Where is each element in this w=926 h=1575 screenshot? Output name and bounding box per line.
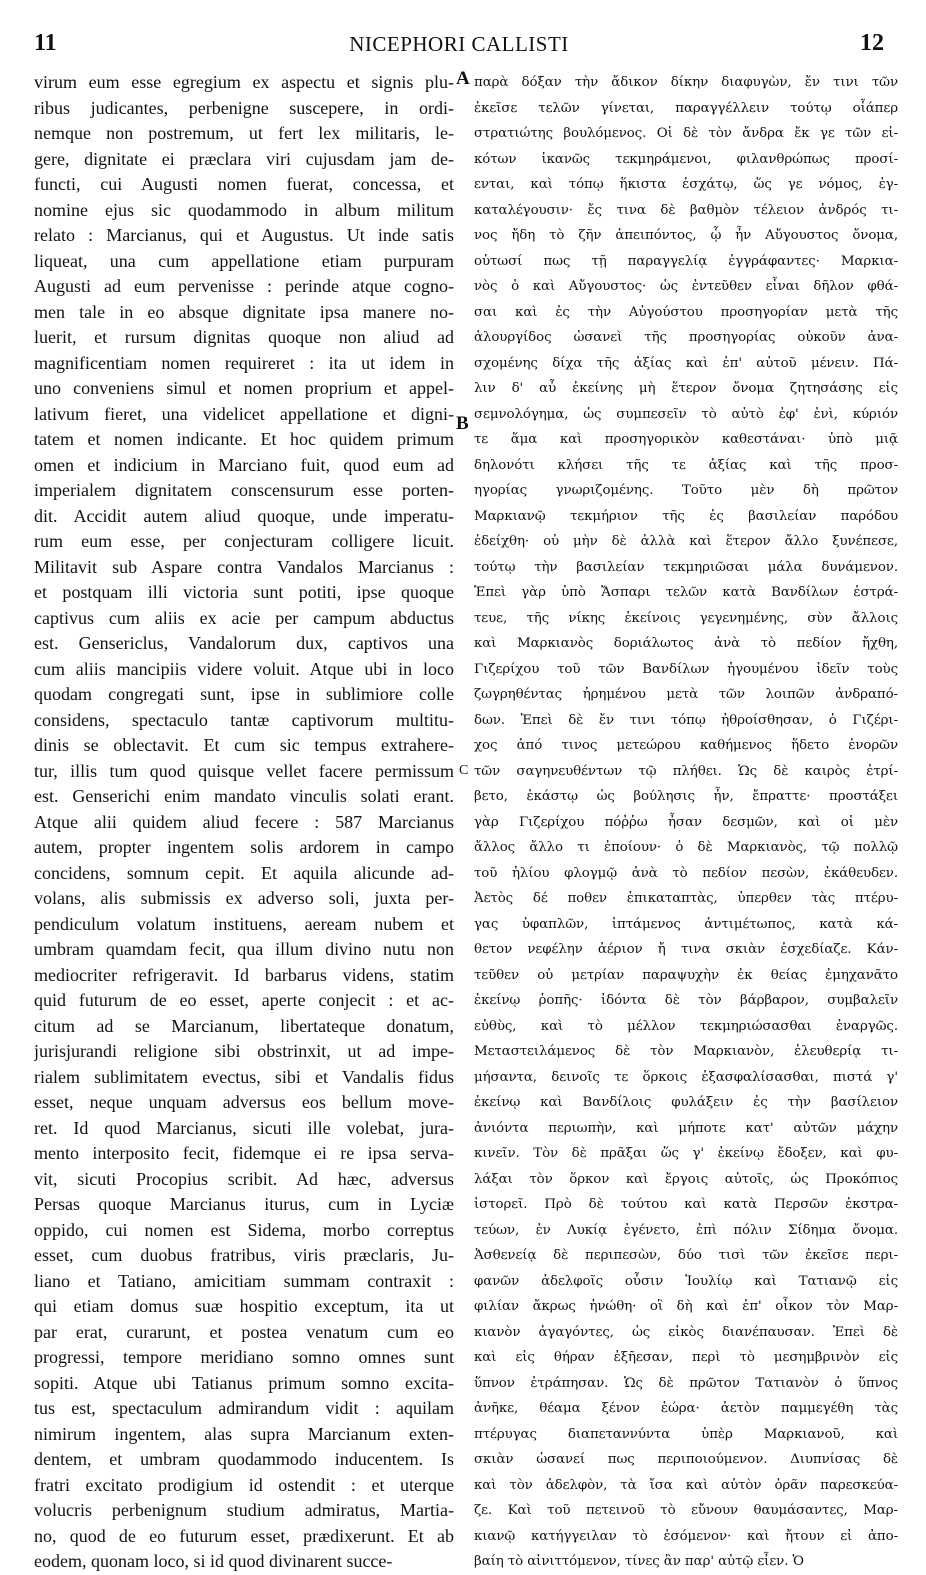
latin-text-line: citum ad se Marcianum, libertateque donatum,: [34, 1015, 454, 1036]
latin-text-line: rialem sublimitatem evectus, sibi et Vandalis fidus: [34, 1066, 454, 1087]
latin-text-line: uno conveniens simul et nomen proprium et appel-: [34, 378, 454, 398]
running-head: [34, 30, 884, 62]
latin-text-line: tatem et nomen indicante. Et hoc quidem primum: [34, 429, 454, 449]
latin-text-line: nemque non postremum, ut fert lex militaris, le-: [34, 123, 454, 143]
latin-text-line: oppido, cui nomen est Sidema, morbo correptus: [34, 1219, 454, 1240]
latin-text-line: nimirum ingentem, alas supra Marcianum exten-: [34, 1423, 454, 1444]
greek-text-line: νὸς ὁ καὶ Αὔγουστος· ὡς ἐντεῦθεν εἶναι δῆλον φθά-: [474, 279, 898, 294]
greek-text-line: σχομένης δίχα τῆς ἀξίας καὶ ἐπ' αὐτοῦ μένειν. Πά-: [474, 355, 898, 371]
latin-text-line: dentem, et umbram quodammodo inducentem. Is: [34, 1449, 454, 1469]
greek-text-line: χος ἀπό τινος μετεώρου καθήμενος ἥδετο ἐνορῶν: [474, 738, 898, 753]
latin-text-line: Augusti ad eum pervenisse : perinde atque cogno-: [34, 276, 454, 296]
greek-text-line: βαίη τὸ αἰνιττόμενον, τίνες ἂν παρ' αὐτῷ εἶεν. Ὁ: [474, 1554, 804, 1569]
section-marker-a: A: [456, 68, 470, 89]
greek-text-line: πτέρυγας διαπεταννύντα ὑπὲρ Μαρκιανοῦ, καὶ: [474, 1426, 898, 1442]
greek-text-line: καταλέγουσιν· ἔς τινα δὲ βαθμὸν τέλειον ἀνδρός τι-: [474, 202, 898, 218]
latin-text-line: pendiculum volatum instituens, aeream nubem et: [34, 913, 454, 934]
latin-text-line: mediocriter refrigeravit. Id barbarus videns, statim: [34, 964, 454, 985]
greek-text-line: σαι καὶ ἐς τὴν Αὐγούστου προσηγορίαν μετὰ τῆς: [474, 304, 898, 320]
latin-text-line: luerit, et rursum dignitas quoque non aliud ad: [34, 327, 454, 347]
latin-text-line: eodem, quonam loco, si id quod divinarent succe-: [34, 1551, 393, 1571]
greek-text-column: [474, 70, 898, 1575]
running-title: NICEPHORI CALLISTI: [349, 32, 569, 56]
latin-text-line: jurisjurandi religione sibi obstrinxit, ut ad impe-: [34, 1041, 454, 1061]
latin-text-line: liano et Tatiano, amicitiam summam contraxit :: [34, 1270, 454, 1291]
greek-text-line: ἐκείνῳ καὶ Βανδίλοις φυλάξειν ἐς τὴν βασίλειον: [474, 1095, 898, 1110]
greek-text-line: τοῦ ἡλίου φλογμῷ ἀνὰ τὸ πεδίον πεσὼν, ἐκάθευδεν.: [474, 865, 898, 881]
greek-text-line: Μεταστειλάμενος δὲ τὸν Μαρκιανὸν, ἐλευθερίᾳ τι-: [474, 1044, 898, 1059]
latin-text-line: quodam congregati sunt, ipse in sublimiore colle: [34, 684, 454, 704]
latin-text-line: sopiti. Atque ubi Tatianus primum somno excita-: [34, 1372, 454, 1393]
latin-text-line: Atque alii quidem aliud fecere : 587 Marcianus: [34, 811, 454, 832]
greek-text-line: σκιὰν ὡσανεί πως περιποιούμενον. Διυπνίσας δὲ: [474, 1452, 898, 1467]
greek-text-line: δηλονότι κλήσει τῆς τε ἀξίας καὶ τῆς προσ-: [474, 457, 898, 473]
latin-text-line: cum aliis mancipiis videre voluit. Atque ubi in loco: [34, 658, 454, 679]
latin-text-line: men tale in eo absque dignitate ipsa manere no-: [34, 301, 454, 322]
latin-text-line: volucris perbenignum studium admiratus, Martia-: [34, 1500, 454, 1520]
greek-text-line: Ἀσθενείᾳ δὲ περιπεσὼν, δύο τισὶ τῶν ἐκεῖσε περι-: [474, 1248, 898, 1263]
greek-text-line: ενται, καὶ τόπῳ ἥκιστα ἐσχάτῳ, ὥς γε νόμος, ἐγ-: [474, 177, 898, 192]
greek-text-line: γας ὑφαπλῶν, ἱπτάμενος ἀντιμέτωπος, κατὰ κά-: [474, 916, 898, 932]
greek-text-line: ἐκείνῳ ῥοπῆς· ἰδόντα δὲ τὸν βάρβαρον, συμβαλεῖν: [474, 993, 898, 1008]
greek-text-line: καὶ εἰς θήραν ἐξῆεσαν, περὶ τὸ μεσημβρινὸν εἰς: [474, 1350, 898, 1365]
latin-text-line: Persas quoque Marcianus iturus, cum in Lyciæ: [34, 1194, 454, 1214]
greek-text-line: κιανῷ κατήγγειλαν τὸ ἐσόμενον· καὶ ἤτουν εἰ ἀπο-: [474, 1528, 898, 1544]
latin-text-line: est. Genserichi enim mandato vinculis solati erant.: [34, 786, 454, 806]
latin-text-line: quid futurum de eo esset, aperte conjecit : et ac-: [34, 990, 454, 1010]
greek-text-line: κιανὸν ἀγαγόντες, ὡς εἰκὸς διανέπαυσαν. Ἐπεὶ δὲ: [474, 1324, 898, 1340]
greek-text-line: Ἐπεὶ γὰρ ὑπὸ Ἄσπαρι τελῶν κατὰ Βανδίλων ἐστρά-: [474, 585, 898, 600]
greek-text-line: ἐκεῖσε τελῶν γίνεται, παραγγέλλειν τούτῳ οἷάπερ: [474, 100, 898, 116]
greek-text-line: ἄλλος ἄλλο τι ἐποίουν· ὁ δὲ Μαρκιανὸς, τῷ πολλῷ: [474, 840, 898, 855]
latin-text-line: dinis se oblectavit. Et cum sic tempus extrahere-: [34, 735, 454, 755]
greek-text-line: τῶν σαγηνευθέντων τῷ πλήθει. Ὡς δὲ καιρὸς ἐτρί-: [474, 763, 898, 779]
latin-text-line: progressi, tempore meridiano somno omnes sunt: [34, 1347, 454, 1367]
greek-text-line: παρὰ δόξαν τὴν ἄδικον δίκην διαφυγὼν, ἔν τινι τῶν: [474, 75, 898, 90]
greek-text-line: στρατιώτης βουλόμενος. Οἱ δὲ τὸν ἄνδρα ἔκ γε τῶν εἰ-: [474, 126, 898, 141]
latin-text-line: omen et indicium in Marciano fuit, quod eum ad: [34, 454, 454, 475]
latin-text-line: virum eum esse egregium ex aspectu et signis plu-: [34, 72, 454, 92]
greek-text-line: λιν δ' αὖ ἐκείνης μὴ ἕτερον ὄνομα ζητησάσης εἰς: [474, 381, 898, 396]
greek-text-line: Μαρκιανῷ τεκμήριον τῆς ἐς βασιλείαν παρόδου: [474, 508, 898, 524]
greek-text-line: δων. Ἐπεὶ δὲ ἔν τινι τόπῳ ἠθροίσθησαν, ὁ Γιζέρι-: [474, 712, 898, 728]
latin-text-line: est. Gensericlus, Vandalorum dux, captivos una: [34, 633, 454, 653]
latin-text-line: esset, neque unquam adversus eos bellum move-: [34, 1092, 454, 1112]
latin-text-line: functi, cui Augusti nomen fuerat, concessa, et: [34, 174, 454, 194]
latin-text-line: par erat, curarunt, et postea venatum cum eo: [34, 1321, 454, 1342]
greek-text-line: τεύων, ἐν Λυκίᾳ ἐγένετο, ἐπὶ πόλιν Σίδημα ὄνομα.: [474, 1222, 898, 1238]
latin-text-line: imperialem dignitatem conscensurum esse porten-: [34, 480, 454, 500]
greek-text-line: ἐδείχθη· οὐ μὴν δὲ ἀλλὰ καὶ ἕτερον ἄλλο ξυνέπεσε,: [474, 534, 898, 549]
greek-text-line: νος ἤδη τὸ ζῆν ἀπειπόντος, ᾧ ἦν Αὔγουστος ὄνομα,: [474, 228, 898, 243]
greek-text-line: τευε, τῆς νίκης ἐκείνοις γεγενημένης, σὺν ἄλλοις: [474, 610, 898, 626]
latin-text-line: no, quod de eo futurum esset, prædixerunt. Et ab: [34, 1525, 454, 1546]
greek-text-line: ὕπνον ἐτράπησαν. Ὡς δὲ πρῶτον Τατιανὸν ὁ ὕπνος: [474, 1375, 898, 1391]
latin-text-line: tus est, spectaculum admirandum vidit : aquilam: [34, 1398, 454, 1418]
latin-text-line: nomine ejus sic quodammodo in album militum: [34, 199, 454, 220]
greek-text-line: βετο, ἑκάστῳ ὡς βούλησις ἦν, ἔπραττε· προστάξει: [474, 789, 898, 804]
latin-text-line: magnificentiam nomen requireret : ita ut idem in: [34, 352, 454, 373]
greek-text-line: οὑτωσί πως τῇ παραγγελίᾳ ἐγγράφαντες· Μαρκια-: [474, 253, 898, 269]
section-marker-b: B: [456, 413, 469, 434]
latin-text-line: esset, cum duobus fratribus, viris præclaris, Ju-: [34, 1245, 454, 1265]
latin-text-line: fratri excitato prodigium id ostendit : et uterque: [34, 1474, 454, 1495]
section-marker-c: C: [459, 763, 469, 778]
greek-text-line: ζε. Καὶ τοῦ πετεινοῦ τὸ εὔνουν θαυμάσαντες, Μαρ-: [474, 1503, 898, 1518]
greek-text-line: φανῶν ἀδελφοῖς οὖσιν Ἰουλίῳ καὶ Τατιανῷ εἰς: [474, 1273, 898, 1289]
greek-text-line: μήσαντα, δεινοῖς τε ὅρκοις ἐξασφαλίσασθαι, πιστά γ': [474, 1069, 898, 1085]
latin-text-line: mento interposito fecit, fidemque ei re ipsa serva-: [34, 1143, 454, 1163]
greek-text-line: κινεῖν. Τὸν δὲ πρᾶξαι ὥς γ' ἐκείνῳ ἔδοξεν, καὶ φυ-: [474, 1146, 898, 1161]
latin-text-line: dit. Accidit autem aliud quoque, unde imperatu-: [34, 505, 454, 526]
greek-text-line: Ἀετὸς δέ ποθεν ἐπικαταπτὰς, ὑπερθεν τὰς πτέρυ-: [474, 891, 898, 906]
greek-text-line: τε ἅμα καὶ προσηγορικὸν καθεστάναι· ὑπὸ μιᾷ: [474, 432, 898, 447]
greek-text-line: φιλίαν ἄκρως ἡνώθη· οἳ δὴ καὶ ἐπ' οἶκον τὸν Μαρ-: [474, 1299, 898, 1314]
greek-text-line: ἱστορεῖ. Πρὸ δὲ τούτου καὶ κατὰ Περσῶν ἐκστρα-: [474, 1197, 898, 1212]
latin-text-line: considens, spectaculo tantæ captivorum multitu-: [34, 709, 454, 730]
greek-text-line: θετον νεφέλην ἀέριον ἤ τινα σκιὰν ἐσχεδίαζε. Κάν-: [474, 942, 898, 957]
latin-text-line: et postquam illi victoria sunt potiti, ipse quoque: [34, 582, 454, 602]
greek-text-line: ἀνῆκε, θέαμα ξένον ἑώρα· ἀετὸν παμμεγέθη τὰς: [474, 1401, 898, 1416]
latin-text-line: vit, sicuti Procopius scribit. Ad hæc, adversus: [34, 1168, 454, 1189]
latin-text-line: rum eum esse, per conjecturam colligere licuit.: [34, 531, 454, 551]
latin-text-line: Militavit sub Aspare contra Vandalos Marcianus :: [34, 556, 454, 577]
latin-text-column: [34, 70, 454, 1575]
latin-text-line: concidens, somnum cepit. Et aquila alicunde ad-: [34, 862, 454, 883]
greek-text-line: ζωγρηθέντας ἠρημένου μετὰ τῶν λοιπῶν ἀνδραπό-: [474, 687, 898, 702]
latin-text-line: gere, dignitate ei præclara viri cujusdam jam de-: [34, 148, 454, 169]
latin-text-line: ret. Id quod Marcianus, sicuti ille volebat, jura-: [34, 1117, 454, 1138]
latin-text-line: autem, propter ingentem solis ardorem in campo: [34, 837, 454, 857]
latin-text-line: liqueat, una cum appellatione etiam purpuram: [34, 250, 454, 271]
greek-text-line: τεῦθεν οὐ μετρίαν παραψυχὴν ἐκ θείας ἐμηχανᾶτο: [474, 967, 898, 983]
greek-text-line: καὶ τὸν ἀδελφὸν, τὰ ἴσα καὶ αὐτὸν ὁρᾶν παρεσκεύα-: [474, 1477, 898, 1493]
latin-text-line: volans, alis submissis ex adverso soli, juxta per-: [34, 888, 454, 908]
latin-text-line: ribus judicantes, perbenigne suscepere, in ordi-: [34, 97, 454, 118]
greek-text-line: γὰρ Γιζερίχου πόῤῥω ἦσαν δεσμῶν, καὶ οἱ μὲν: [474, 814, 898, 830]
greek-text-line: ηγορίας γνωριζομένης. Τοῦτο μὲν δὴ πρῶτον: [474, 483, 898, 498]
page-number-left: 11: [34, 30, 57, 56]
greek-text-line: Γιζερίχου τοῦ τῶν Βανδίλων ἡγουμένου ἰδεῖν τοὺς: [474, 661, 898, 677]
greek-text-line: καὶ Μαρκιανὸς δοριάλωτος ἀνὰ τὸ πεδίον ἤχθη,: [474, 636, 898, 651]
latin-text-line: qui etiam domus suæ hospitio exceptum, ita ut: [34, 1296, 454, 1316]
greek-text-line: σεμνολόγημα, ὡς συμπεσεῖν τὸ αὐτὸ ἐφ' ἑνὶ, κύριόν: [474, 406, 898, 422]
latin-text-line: lativum fieret, una videlicet appellatione et digni-: [34, 403, 454, 424]
page-number-right: 12: [860, 30, 884, 56]
greek-text-line: ἁλουργίδος ὡσανεὶ τῆς προσηγορίας οὐκοῦν ἀνα-: [474, 330, 898, 345]
latin-text-line: umbram quamdam fecit, qua illum divino nutu non: [34, 939, 454, 959]
greek-text-line: τούτῳ τὴν βασιλείαν τεκμηριῶσαι μάλα δυνάμενον.: [474, 559, 898, 575]
greek-text-line: ἀνιόντα περιωπὴν, καὶ μήποτε κατ' αὐτῶν μάχην: [474, 1120, 898, 1136]
greek-text-line: κότων ἱκανῶς τεκμηράμενοι, φιλανθρώπως προσί-: [474, 151, 898, 167]
latin-text-line: relato : Marcianus, qui et Augustus. Ut inde satis: [34, 225, 454, 245]
latin-text-line: tur, illis tum quod quisque vellet facere permissum: [34, 760, 454, 781]
latin-text-line: captivus cum aliis ex acie per campum abductus: [34, 607, 454, 628]
greek-text-line: λάξαι τὸν ὅρκον καὶ ἔργοις αὐτοῖς, ὡς Προκόπιος: [474, 1171, 898, 1187]
greek-text-line: εὐθὺς, καὶ τὸ μέλλον τεκμηριώσασθαι ἐναργῶς.: [474, 1018, 898, 1034]
